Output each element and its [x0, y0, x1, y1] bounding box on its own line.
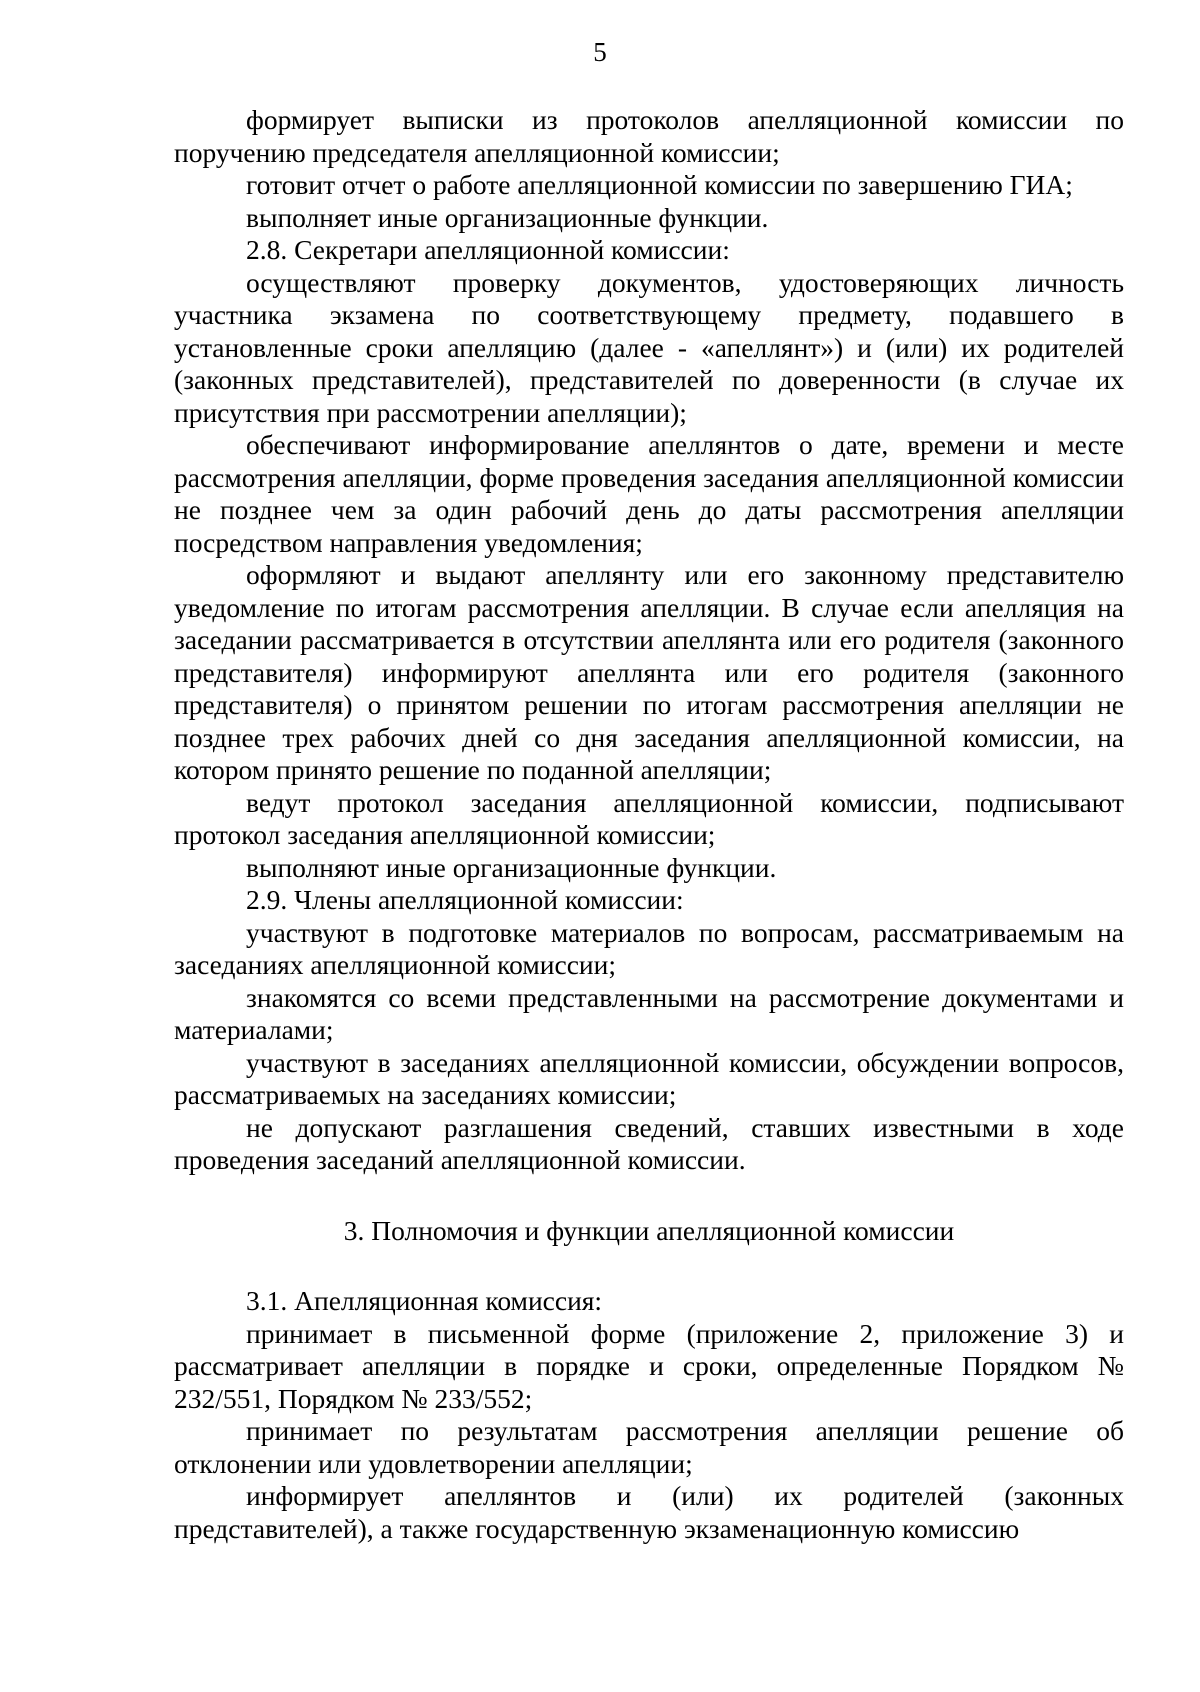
paragraph: формирует выписки из протоколов апелляционной комиссии по поручению председателя апелляционной комиссии; [174, 104, 1124, 168]
clause-heading-3-1: 3.1. Апелляционная комиссия: [246, 1285, 603, 1316]
paragraph: информирует апеллянтов и (или) их родителей (законных представителей), а также государственную экзаменационную комиссию [174, 1480, 1124, 1544]
paragraph: участвуют в заседаниях апелляционной комиссии, обсуждении вопросов, рассматриваемых на заседаниях комиссии; [174, 1046, 1124, 1110]
paragraph: выполняют иные организационные функции. [246, 851, 777, 883]
paragraph: готовит отчет о работе апелляционной комиссии по завершению ГИА; [246, 169, 1073, 200]
paragraph: участвуют в подготовке материалов по вопросам, рассматриваемым на заседаниях апелляционной комиссии; [174, 916, 1124, 980]
page-number: 5 [593, 37, 607, 67]
paragraph: оформляют и выдают апеллянту или его законному представителю уведомление по итогам рассмотрения апелляции. В случае если апелляция на заседании рассматривается в отсутствии апеллянта или его родителя (законного представителя) информируют апеллянта или его родителя (законного представителя) о принятом решении по итогам рассмотрения апелляции не позднее трех рабочих дней со дня заседания апелляционной комиссии, на котором принято решение по поданной апелляции; [174, 559, 1124, 785]
clause-heading-2-9: 2.9. Члены апелляционной комиссии: [246, 884, 684, 915]
clause-heading-2-8: 2.8. Секретари апелляционной комиссии: [246, 234, 730, 265]
paragraph: знакомятся со всеми представленными на рассмотрение документами и материалами; [174, 981, 1124, 1045]
paragraph: выполняет иные организационные функции. [246, 201, 769, 233]
document-body [174, 104, 1124, 1545]
paragraph: обеспечивают информирование апеллянтов о дате, времени и месте рассмотрения апелляции, форме проведения заседания апелляционной комиссии не позднее чем за один рабочий день до даты рассмотрения апелляции посредством направления уведомления; [174, 429, 1124, 558]
paragraph: принимает в письменной форме (приложение 2, приложение 3) и рассматривает апелляции в порядке и сроки, определенные Порядком № 232/551, Порядком № 233/552; [174, 1317, 1124, 1414]
paragraph: принимает по результатам рассмотрения апелляции решение об отклонении или удовлетворении апелляции; [174, 1415, 1124, 1479]
section-heading: 3. Полномочия и функции апелляционной комиссии [343, 1214, 955, 1246]
paragraph: не допускают разглашения сведений, ставших известными в ходе проведения заседаний апелляционной комиссии. [174, 1111, 1124, 1175]
paragraph: ведут протокол заседания апелляционной комиссии, подписывают протокол заседания апелляционной комиссии; [174, 786, 1124, 850]
paragraph: осуществляют проверку документов, удостоверяющих личность участника экзамена по соответствующему предмету, подавшего в установленные сроки апелляцию (далее - «апеллянт») и (или) их родителей (законных представителей), представителей по доверенности (в случае их присутствия при рассмотрении апелляции); [174, 266, 1124, 428]
